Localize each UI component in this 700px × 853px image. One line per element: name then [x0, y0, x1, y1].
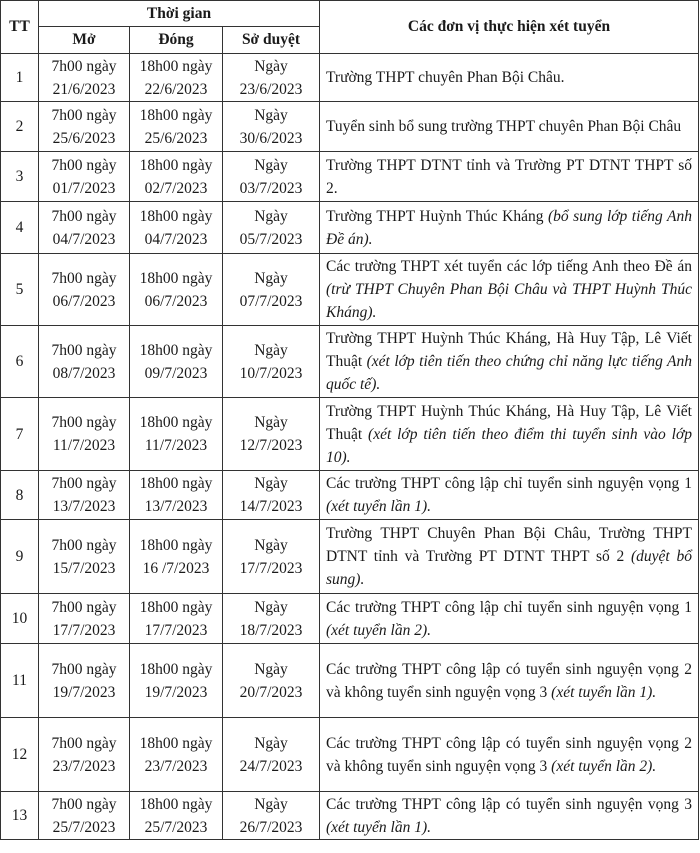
- cell-mo: [39, 152, 130, 202]
- cell-duyet-line: Ngày: [254, 106, 288, 124]
- cell-dong-line: 06/7/2023: [144, 292, 208, 310]
- cell-dong-line: 02/7/2023: [144, 179, 208, 197]
- units-text: Các trường THPT công lập có tuyển sinh nguyện vọng 3: [326, 795, 692, 813]
- units-text: Trường THPT Huỳnh Thúc Kháng, Hà Huy Tập, Lê Viết Thuật: [326, 402, 692, 443]
- cell-duyet-line: 03/7/2023: [239, 179, 303, 197]
- cell-dong-line: 18h00 ngày: [139, 734, 213, 752]
- cell-units: [320, 326, 699, 398]
- cell-mo-line: 01/7/2023: [52, 179, 116, 197]
- cell-dong-line: 18h00 ngày: [139, 475, 213, 492]
- note-text: (xét lớp tiên tiến theo điểm thi tuyển sinh vào lớp 10).: [326, 425, 692, 466]
- table-header: [1, 1, 699, 54]
- cell-dong-line: 16 /7/2023: [142, 559, 210, 577]
- cell-dong-line: 18h00 ngày: [139, 269, 213, 287]
- cell-duyet: [223, 792, 320, 840]
- cell-mo-line: 7h00 ngày: [51, 156, 117, 174]
- cell-dong-line: 18h00 ngày: [139, 660, 213, 678]
- table-row: [1, 520, 699, 594]
- cell-duyet: [223, 326, 320, 398]
- cell-dong-line: 18h00 ngày: [139, 207, 213, 225]
- cell-units: [320, 54, 699, 102]
- note-text: (xét tuyển lần 1).: [326, 498, 432, 515]
- cell-mo-line: 7h00 ngày: [51, 207, 117, 225]
- units-text: Các trường THPT công lập chỉ tuyển sinh nguyện vọng 1: [326, 598, 692, 616]
- cell-dong-line: 18h00 ngày: [139, 795, 213, 813]
- cell-duyet-line: 14/7/2023: [239, 498, 303, 515]
- cell-mo-line: 7h00 ngày: [51, 106, 117, 124]
- table-row: [1, 254, 699, 326]
- header-units: Các đơn vị thực hiện xét tuyển: [320, 1, 699, 54]
- cell-tt: 1: [1, 54, 39, 102]
- units-text: Các trường THPT xét tuyển các lớp tiếng Anh theo Đề án: [326, 258, 692, 275]
- note-text: (xét tuyển lần 1).: [551, 683, 657, 701]
- table-row: [1, 54, 699, 102]
- cell-units: [320, 471, 699, 520]
- cell-dong: [130, 471, 223, 520]
- table-row: [1, 202, 699, 254]
- table-row: [1, 792, 699, 840]
- cell-dong-line: 23/7/2023: [144, 757, 208, 775]
- note-text: (xét tuyển lần 1).: [326, 818, 432, 836]
- cell-mo-line: 13/7/2023: [52, 498, 116, 515]
- units-text: Trường THPT DTNT tỉnh và Trường PT DTNT THPT số 2.: [326, 156, 692, 197]
- cell-mo-line: 11/7/2023: [52, 437, 116, 454]
- cell-mo-line: 15/7/2023: [52, 559, 116, 577]
- cell-duyet-line: Ngày: [254, 536, 288, 554]
- cell-mo: [39, 326, 130, 398]
- cell-dong: [130, 202, 223, 254]
- cell-dong: [130, 254, 223, 326]
- cell-duyet-line: Ngày: [254, 414, 288, 431]
- cell-duyet-line: 30/6/2023: [239, 129, 303, 147]
- cell-duyet: [223, 54, 320, 102]
- cell-units: [320, 644, 699, 718]
- cell-mo-line: 7h00 ngày: [51, 734, 117, 752]
- units-text: Trường THPT Chuyên Phan Bội Châu, Trường THPT DTNT tỉnh và Trường PT DTNT THPT số 2: [326, 525, 692, 565]
- cell-dong-line: 25/7/2023: [144, 818, 208, 836]
- cell-mo: [39, 398, 130, 471]
- cell-duyet-line: Ngày: [254, 734, 288, 752]
- cell-dong: [130, 326, 223, 398]
- cell-units: [320, 254, 699, 326]
- cell-dong-line: 11/7/2023: [144, 437, 208, 454]
- table-row: [1, 398, 699, 471]
- cell-dong: [130, 718, 223, 792]
- cell-duyet-line: 23/6/2023: [239, 80, 303, 98]
- cell-dong-line: 18h00 ngày: [139, 156, 213, 174]
- cell-duyet: [223, 718, 320, 792]
- cell-mo: [39, 471, 130, 520]
- cell-dong-line: 22/6/2023: [144, 80, 208, 98]
- cell-units: [320, 520, 699, 594]
- units-text: Trường THPT chuyên Phan Bội Châu.: [326, 69, 565, 86]
- cell-duyet: [223, 471, 320, 520]
- units-text: Các trường THPT công lập có tuyển sinh nguyện vọng 2 và không tuyển sinh nguyện vọng 3: [326, 660, 692, 701]
- cell-duyet: [223, 254, 320, 326]
- cell-dong: [130, 594, 223, 644]
- cell-dong: [130, 152, 223, 202]
- cell-dong-line: 13/7/2023: [144, 498, 208, 515]
- header-tt: TT: [1, 1, 39, 54]
- cell-dong: [130, 792, 223, 840]
- cell-duyet-line: Ngày: [254, 598, 288, 616]
- cell-duyet-line: 20/7/2023: [239, 683, 303, 701]
- cell-dong-line: 18h00 ngày: [139, 106, 213, 124]
- cell-duyet-line: Ngày: [254, 341, 288, 359]
- cell-dong: [130, 520, 223, 594]
- cell-duyet: [223, 202, 320, 254]
- units-text: Trường THPT Huỳnh Thúc Kháng: [326, 207, 548, 225]
- cell-mo-line: 7h00 ngày: [51, 57, 117, 75]
- cell-mo-line: 08/7/2023: [52, 364, 116, 382]
- note-text: (trừ THPT Chuyên Phan Bội Châu và THPT Huỳnh Thúc Kháng).: [326, 281, 692, 321]
- cell-tt: 7: [1, 398, 39, 471]
- cell-dong-line: 19/7/2023: [144, 683, 208, 701]
- cell-dong-line: 18h00 ngày: [139, 414, 213, 431]
- cell-tt: 5: [1, 254, 39, 326]
- table-row: [1, 326, 699, 398]
- cell-mo-line: 7h00 ngày: [51, 341, 117, 359]
- cell-duyet-line: 05/7/2023: [239, 230, 303, 248]
- header-open: Mở: [39, 27, 130, 54]
- cell-mo-line: 25/7/2023: [52, 818, 116, 836]
- cell-units: [320, 102, 699, 152]
- cell-duyet-line: Ngày: [254, 57, 288, 75]
- cell-dong-line: 18h00 ngày: [139, 341, 213, 359]
- cell-duyet-line: 10/7/2023: [239, 364, 303, 382]
- cell-units: [320, 594, 699, 644]
- cell-mo-line: 7h00 ngày: [51, 269, 117, 287]
- cell-mo: [39, 102, 130, 152]
- cell-dong: [130, 102, 223, 152]
- cell-duyet-line: Ngày: [254, 156, 288, 174]
- units-text: Các trường THPT công lập chỉ tuyển sinh nguyện vọng 1: [326, 475, 692, 492]
- cell-duyet-line: 26/7/2023: [239, 818, 303, 836]
- cell-duyet: [223, 398, 320, 471]
- cell-mo: [39, 202, 130, 254]
- cell-duyet-line: 07/7/2023: [239, 292, 303, 310]
- cell-duyet-line: Ngày: [254, 660, 288, 678]
- cell-mo-line: 21/6/2023: [52, 80, 116, 98]
- table-row: [1, 102, 699, 152]
- header-time: Thời gian: [39, 1, 320, 27]
- cell-duyet-line: 24/7/2023: [239, 757, 303, 775]
- table-row: [1, 471, 699, 520]
- cell-dong-line: 04/7/2023: [144, 230, 208, 248]
- cell-dong: [130, 644, 223, 718]
- cell-mo: [39, 54, 130, 102]
- cell-tt: 12: [1, 718, 39, 792]
- cell-duyet-line: 18/7/2023: [239, 621, 303, 639]
- table-row: [1, 594, 699, 644]
- cell-units: [320, 792, 699, 840]
- cell-tt: 10: [1, 594, 39, 644]
- cell-mo-line: 7h00 ngày: [51, 598, 117, 616]
- cell-dong: [130, 54, 223, 102]
- cell-duyet-line: Ngày: [254, 795, 288, 813]
- cell-units: [320, 398, 699, 471]
- table-row: [1, 644, 699, 718]
- note-text: (xét tuyển lần 2).: [326, 621, 432, 639]
- cell-tt: 9: [1, 520, 39, 594]
- cell-mo-line: 7h00 ngày: [51, 475, 117, 492]
- cell-duyet: [223, 644, 320, 718]
- cell-mo-line: 7h00 ngày: [51, 414, 117, 431]
- cell-dong-line: 18h00 ngày: [139, 57, 213, 75]
- cell-mo-line: 06/7/2023: [52, 292, 116, 310]
- cell-duyet: [223, 520, 320, 594]
- cell-tt: 13: [1, 792, 39, 840]
- header-close: Đóng: [130, 27, 223, 54]
- units-text: Các trường THPT công lập có tuyển sinh nguyện vọng 2 và không tuyển sinh nguyện vọng 3: [326, 734, 692, 775]
- cell-dong-line: 18h00 ngày: [139, 536, 213, 554]
- cell-mo: [39, 718, 130, 792]
- note-text: (xét tuyển lần 2).: [551, 757, 657, 775]
- cell-tt: 3: [1, 152, 39, 202]
- units-text: Tuyển sinh bổ sung trường THPT chuyên Phan Bội Châu: [326, 118, 682, 135]
- cell-units: [320, 718, 699, 792]
- cell-units: [320, 152, 699, 202]
- cell-dong-line: 18h00 ngày: [139, 598, 213, 616]
- cell-mo-line: 19/7/2023: [52, 683, 116, 701]
- cell-tt: 8: [1, 471, 39, 520]
- cell-duyet-line: 12/7/2023: [239, 437, 303, 454]
- cell-mo-line: 25/6/2023: [52, 129, 116, 147]
- cell-mo: [39, 792, 130, 840]
- cell-dong-line: 25/6/2023: [144, 129, 208, 147]
- note-text: (xét lớp tiên tiến theo chứng chỉ năng lực tiếng Anh quốc tế).: [326, 353, 692, 393]
- cell-dong-line: 09/7/2023: [144, 364, 208, 382]
- cell-duyet-line: Ngày: [254, 475, 288, 492]
- cell-duyet: [223, 594, 320, 644]
- cell-mo-line: 7h00 ngày: [51, 536, 117, 554]
- header-approve: Sở duyệt: [223, 27, 320, 54]
- cell-duyet-line: Ngày: [254, 269, 288, 287]
- cell-mo: [39, 594, 130, 644]
- cell-tt: 11: [1, 644, 39, 718]
- cell-mo-line: 7h00 ngày: [51, 660, 117, 678]
- cell-tt: 4: [1, 202, 39, 254]
- note-text: (duyệt bổ sung).: [326, 548, 692, 588]
- cell-mo-line: 17/7/2023: [52, 621, 116, 639]
- table-row: [1, 152, 699, 202]
- cell-dong: [130, 398, 223, 471]
- table-row: [1, 718, 699, 792]
- cell-mo-line: 23/7/2023: [52, 757, 116, 775]
- cell-mo: [39, 254, 130, 326]
- note-text: (bổ sung lớp tiếng Anh Đề án).: [326, 207, 692, 248]
- cell-mo-line: 7h00 ngày: [51, 795, 117, 813]
- cell-duyet-line: Ngày: [254, 207, 288, 225]
- cell-dong-line: 17/7/2023: [144, 621, 208, 639]
- table-body: [1, 54, 699, 840]
- units-text: Trường THPT Huỳnh Thúc Kháng, Hà Huy Tập, Lê Viết Thuật: [326, 330, 692, 370]
- cell-duyet-line: 17/7/2023: [239, 559, 303, 577]
- cell-mo: [39, 644, 130, 718]
- cell-tt: 6: [1, 326, 39, 398]
- cell-duyet: [223, 102, 320, 152]
- cell-mo-line: 04/7/2023: [52, 230, 116, 248]
- cell-duyet: [223, 152, 320, 202]
- cell-units: [320, 202, 699, 254]
- cell-mo: [39, 520, 130, 594]
- cell-tt: 2: [1, 102, 39, 152]
